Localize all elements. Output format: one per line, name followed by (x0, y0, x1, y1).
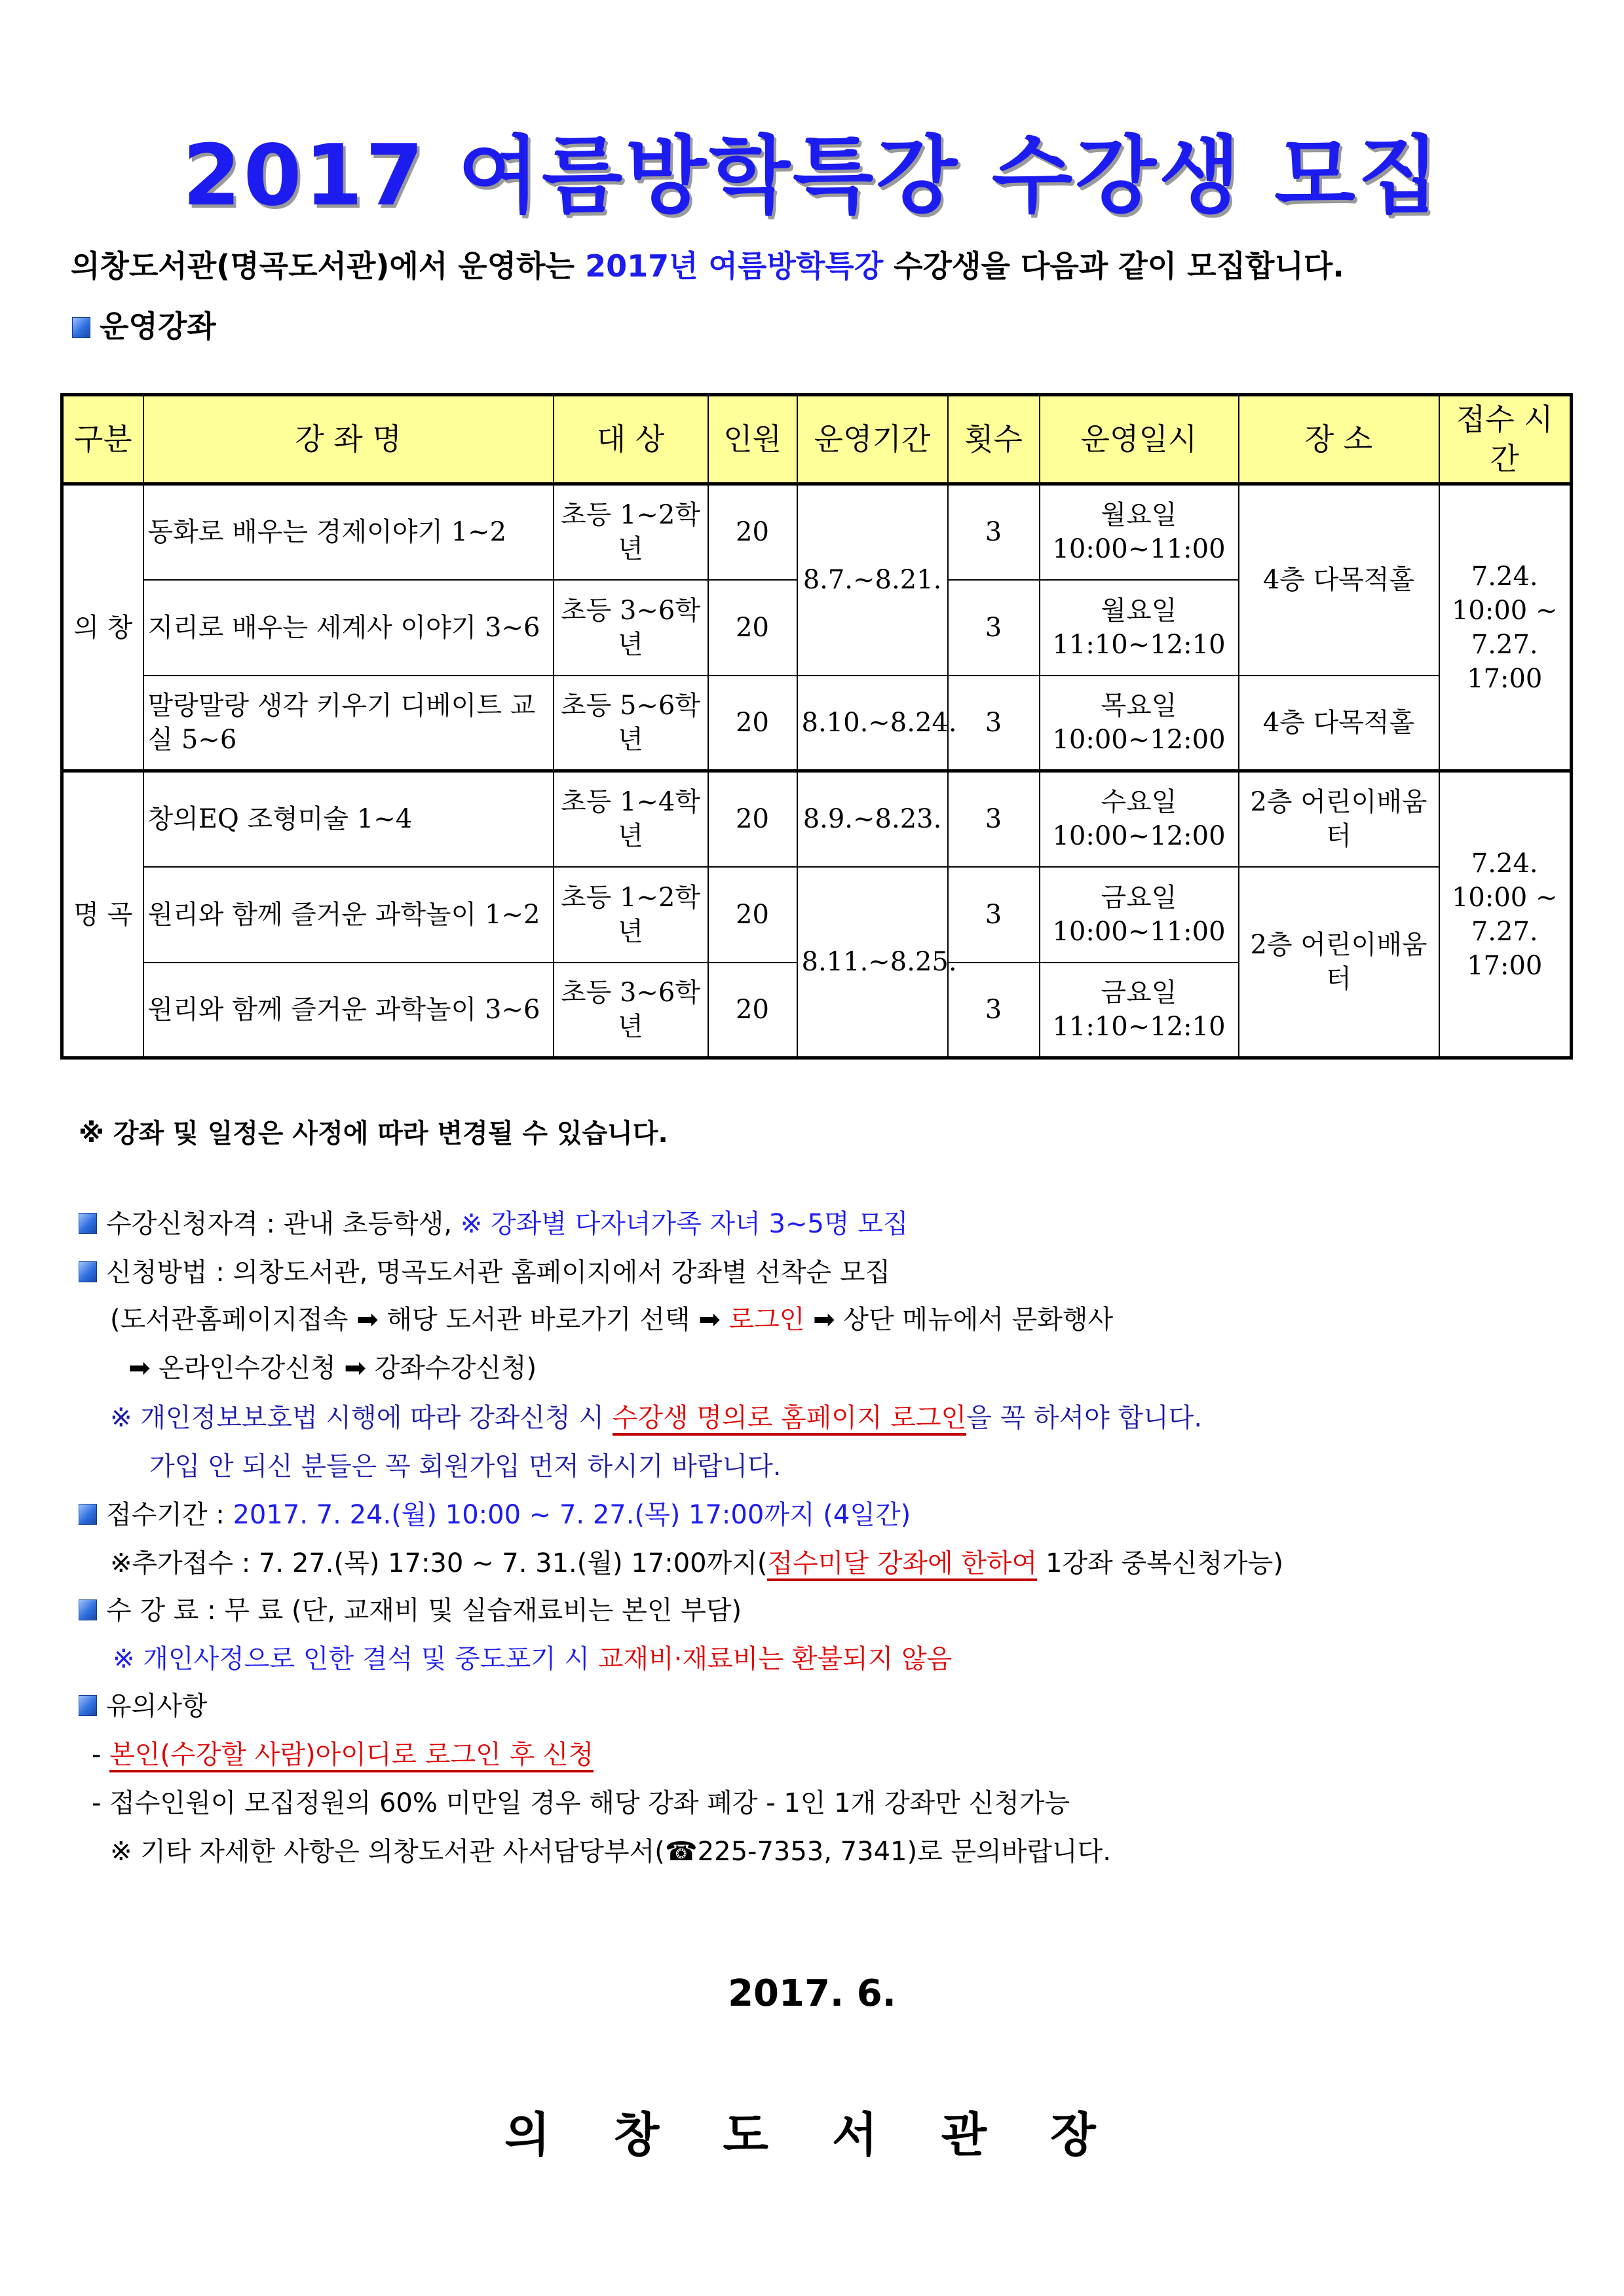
header-place: 장 소 (1239, 395, 1439, 484)
intro-part1: 의창도서관(명곡도서관)에서 운영하는 (71, 248, 586, 284)
course-count: 20 (708, 963, 797, 1058)
course-count: 20 (708, 484, 797, 580)
privacy-underline: 수강생 명의로 홈페이지 로그인 (613, 1403, 966, 1436)
caution1-text: 본인(수강할 사람)아이디로 로그인 후 신청 (109, 1740, 594, 1772)
course-name: 창의EQ 조형미술 1~4 (143, 771, 554, 867)
fee-line (79, 1590, 742, 1627)
header-name: 강 좌 명 (143, 395, 554, 484)
course-name: 지리로 배우는 세계사 이야기 3~6 (143, 580, 554, 676)
caution1-dash: - (92, 1740, 110, 1770)
course-name: 원리와 함께 즐거운 과학놀이 1~2 (143, 867, 554, 963)
steps1-b: ➡ 상단 메뉴에서 문화행사 (804, 1305, 1114, 1335)
section-title (72, 303, 216, 346)
signature: 의 창 도 서 관 장 (504, 2107, 1120, 2162)
header-period: 운영기간 (797, 395, 948, 484)
intro-highlight: 2017년 여름방학특강 (585, 248, 884, 284)
course-target: 초등 3~6학년 (554, 580, 708, 676)
page-title: 2017 여름방학특강 수강생 모집 (182, 127, 1442, 225)
table-row (62, 676, 1572, 771)
course-period: 8.11.~8.25. (797, 867, 948, 1058)
intro-text (71, 242, 1344, 286)
reception-line (79, 1494, 911, 1531)
course-place: 4층 다목적홀 (1239, 484, 1439, 676)
course-times: 3 (948, 771, 1040, 867)
book-bullet-icon (79, 1213, 97, 1234)
course-schedule: 월요일 11:10~12:10 (1040, 580, 1239, 676)
course-target: 초등 1~2학년 (554, 867, 708, 963)
header-reception: 접수 시간 (1439, 395, 1572, 484)
extra-a: ※추가접수 : 7. 27.(목) 17:30 ~ 7. 31.(월) 17:00까지( (110, 1548, 768, 1578)
privacy-line-1 (110, 1397, 1202, 1434)
book-bullet-icon (79, 1599, 97, 1620)
course-times: 3 (948, 963, 1040, 1058)
course-times: 3 (948, 676, 1040, 771)
intro-part2: 수강생을 다음과 같이 모집합니다. (883, 248, 1344, 284)
reception-time: 7.24. 10:00 ~ 7.27. 17:00 (1439, 484, 1572, 771)
extra-reception-line (110, 1542, 1283, 1580)
header-group: 구분 (62, 395, 143, 484)
course-name: 동화로 배우는 경제이야기 1~2 (143, 484, 554, 580)
course-target: 초등 3~6학년 (554, 963, 708, 1058)
course-period: 8.7.~8.21. (797, 484, 948, 676)
group-label: 명 곡 (62, 771, 143, 1058)
course-schedule: 금요일 11:10~12:10 (1040, 963, 1239, 1058)
eligibility-note: ※ 강좌별 다자녀가족 자녀 3~5명 모집 (460, 1209, 909, 1239)
contact-line: ※ 기타 자세한 사항은 의창도서관 사서담당부서(☎225-7353, 7341)로 문의바랍니다. (110, 1837, 1111, 1867)
course-count: 20 (708, 867, 797, 963)
privacy-b: 을 꼭 하셔야 합니다. (966, 1403, 1203, 1433)
book-bullet-icon (72, 317, 90, 338)
method-text: 신청방법 : 의창도서관, 명곡도서관 홈페이지에서 강좌별 선착순 모집 (106, 1257, 891, 1288)
course-schedule: 월요일 10:00~11:00 (1040, 484, 1239, 580)
privacy-a: ※ 개인정보보호법 시행에 따라 강좌신청 시 (110, 1403, 613, 1433)
header-schedule: 운영일시 (1040, 395, 1239, 484)
course-target: 초등 5~6학년 (554, 676, 708, 771)
course-times: 3 (948, 867, 1040, 963)
book-bullet-icon (79, 1261, 97, 1282)
privacy-line-2: 가입 안 되신 분들은 꼭 회원가입 먼저 하시기 바랍니다. (149, 1451, 782, 1482)
course-table-container (60, 393, 1570, 1059)
course-place: 4층 다목적홀 (1239, 676, 1439, 771)
caution-title-line (79, 1685, 208, 1723)
steps1-login: 로그인 (728, 1305, 805, 1335)
course-table (60, 393, 1573, 1060)
book-bullet-icon (79, 1504, 97, 1525)
section-title-text: 운영강좌 (100, 309, 216, 344)
course-times: 3 (948, 484, 1040, 580)
course-count: 20 (708, 771, 797, 867)
extra-underline: 접수미달 강좌에 한하여 (767, 1548, 1037, 1581)
table-row (62, 484, 1572, 580)
steps-line-2: ➡ 온라인수강신청 ➡ 강좌수강신청) (128, 1353, 537, 1383)
course-target: 초등 1~4학년 (554, 771, 708, 867)
course-period: 8.10.~8.24. (797, 676, 948, 771)
course-target: 초등 1~2학년 (554, 484, 708, 580)
fee-note-line (113, 1638, 952, 1675)
header-times: 횟수 (948, 395, 1040, 484)
course-period: 8.9.~8.23. (797, 771, 948, 867)
course-schedule: 목요일 10:00~12:00 (1040, 676, 1239, 771)
method-line (79, 1252, 890, 1289)
course-times: 3 (948, 580, 1040, 676)
course-place: 2층 어린이배움터 (1239, 867, 1439, 1058)
extra-b: 1강좌 중복신청가능) (1037, 1548, 1283, 1578)
eligibility-line (79, 1203, 909, 1240)
course-place: 2층 어린이배움터 (1239, 771, 1439, 867)
table-row (62, 867, 1572, 963)
course-name: 원리와 함께 즐거운 과학놀이 3~6 (143, 963, 554, 1058)
steps-line-1 (110, 1299, 1113, 1336)
schedule-change-note: ※ 강좌 및 일정은 사정에 따라 변경될 수 있습니다. (79, 1119, 668, 1149)
fee-note-b: 교재비·재료비는 환불되지 않음 (597, 1644, 953, 1674)
course-count: 20 (708, 580, 797, 676)
header-target: 대 상 (554, 395, 708, 484)
caution-line-1 (92, 1734, 594, 1771)
book-bullet-icon (79, 1695, 97, 1716)
reception-time: 7.24. 10:00 ~ 7.27. 17:00 (1439, 771, 1572, 1058)
fee-text: 수 강 료 : 무 료 (단, 교재비 및 실습재료비는 본인 부담) (106, 1596, 742, 1626)
course-count: 20 (708, 676, 797, 771)
caution-title: 유의사항 (106, 1691, 208, 1721)
table-row (62, 771, 1572, 867)
fee-note-a: ※ 개인사정으로 인한 결석 및 중도포기 시 (113, 1644, 598, 1674)
course-schedule: 금요일 10:00~11:00 (1040, 867, 1239, 963)
header-count: 인원 (708, 395, 797, 484)
reception-value: 2017. 7. 24.(월) 10:00 ~ 7. 27.(목) 17:00까지 (4일간) (233, 1500, 911, 1530)
reception-label: 접수기간 : (106, 1500, 233, 1530)
course-name: 말랑말랑 생각 키우기 디베이트 교실 5~6 (143, 676, 554, 771)
group-label: 의 창 (62, 484, 143, 771)
caution-line-2: - 접수인원이 모집정원의 60% 미만일 경우 해당 강좌 폐강 - 1인 1개 강좌만 신청가능 (92, 1788, 1070, 1818)
table-header-row (62, 395, 1572, 484)
course-schedule: 수요일 10:00~12:00 (1040, 771, 1239, 867)
eligibility-label: 수강신청자격 : 관내 초등학생, (106, 1209, 461, 1239)
steps1-a: (도서관홈페이지접속 ➡ 해당 도서관 바로가기 선택 ➡ (110, 1305, 729, 1335)
issue-date: 2017. 6. (728, 1972, 896, 2015)
